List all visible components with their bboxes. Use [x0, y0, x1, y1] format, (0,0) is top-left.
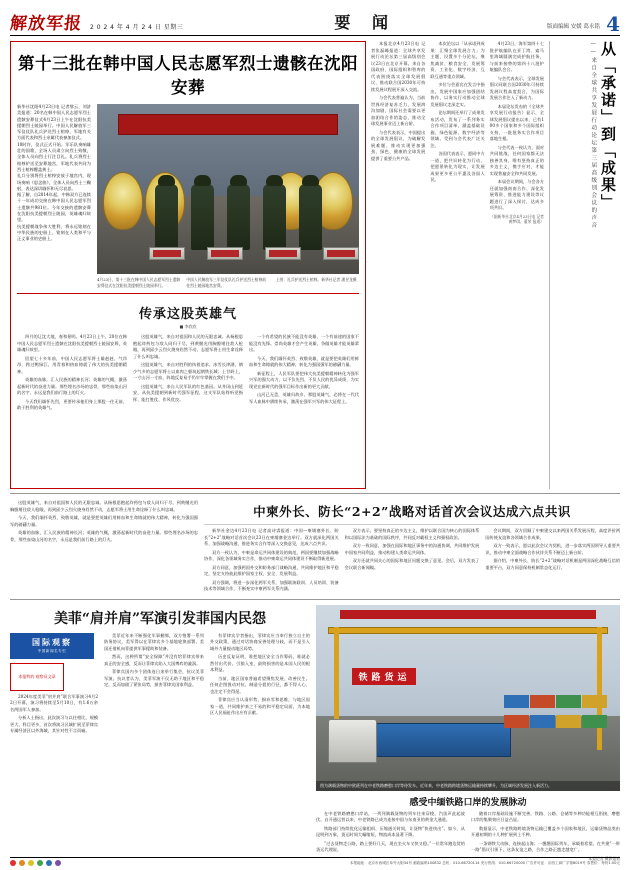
honor-guard-figure: [263, 184, 286, 250]
lead-story-box: [10, 41, 366, 489]
honor-guard-figure: [299, 184, 322, 250]
railway-para: 铁路部门持续优化运输组织，压缩通关时间，让货物“快进快出”。如今，从昆明到万象，货运时间大幅缩短，物流成本显著下降。: [316, 825, 465, 837]
feature-para: 英雄的血脉，汇入民族的精神长河；英雄的气概，激荡起新时代的奋进力量。那些埋名沙场的忠骨，那些血染山河的名字，永远是我们前行路上的灯火。: [17, 377, 127, 396]
registration-dot: [55, 860, 61, 866]
lead-paragraph-1: 礼兵分别将烈士棺椁安放于地宫内，现场奏响《思念曲》，全体人员向烈士三鞠躬，表达深切缅怀和无尽哀思。: [17, 173, 91, 191]
container-icon: [530, 695, 555, 708]
rail-para: 本届会议期间，与会各方还就加强南南合作、深化发展筹资、推进能力建设等议题进行了深入探讨，达成多项共识。: [489, 179, 544, 210]
registration-dot: [10, 860, 16, 866]
mid-column-2: [345, 528, 480, 595]
lead-text-column: [17, 104, 91, 288]
gantry-crane-icon: [328, 627, 608, 634]
mid-para: 双方强调，将进一步深化两军关系，加强联演联训、人员培训、装备技术等领域合作，不断充实中柬两军关系内涵。: [204, 579, 339, 591]
lead-dateline: 新华社沈阳4月23日电 记者黎云、刘济美报道：20名在韩中国人民志愿军烈士遗骸安葬仪式4月23日上午在沈阳抗美援朝烈士陵园举行。中国人民解放军三军仪仗队礼兵护送烈士棺椁，军地有关方面代表和烈士亲属代表参加仪式。: [17, 104, 91, 141]
feature-headline: 传承这股英雄气: [138, 307, 237, 323]
section-divider: [17, 293, 359, 294]
container-stack: [504, 695, 607, 735]
lead-photo-column: [97, 104, 359, 288]
rail-source: （据新华社北京4月23日电 记者黄梦琪、董荣 报道）: [489, 213, 544, 225]
container-icon: [504, 715, 529, 728]
feature-para: 今天，我们缅怀英烈、致敬英雄，就是要把英雄们用鲜血和生命铸就的伟大精神，转化为强国强军的磅礴力量。: [249, 355, 359, 368]
container-icon: [582, 715, 607, 728]
container-icon: [530, 715, 555, 728]
section-title: 要 闻: [334, 13, 396, 32]
railway-para: 数据显示，中老铁路跨境货物运输已覆盖多个国家和地区，运输货物品类由开通初期的十几种扩展到上千种。: [471, 825, 620, 837]
horizontal-rule: [10, 599, 620, 600]
page-editor: 版面编辑 安媛 葛永铭: [547, 24, 601, 30]
publication-date: 2 0 2 4 年 4 月 2 4 日 星期三: [90, 24, 184, 31]
registration-dot: [46, 860, 52, 866]
feature-para: 这股英雄气，来自人民军队的红色基因。从井冈山到延安，从抗美援朝到新时代强军征程，这支军队始终听党指挥、能打胜仗、作风优良。: [133, 383, 243, 402]
rail-para: 多位与会嘉宾在发言中指出，发展中国家应加强团结协作，以务实行动推动全球发展倡议走深走实。: [430, 82, 485, 107]
rail-para: 与会代表一致认为，面对共同挑战，任何国家都无法独善其身，唯有坚持真正的多边主义，携手应对，才能实现普遍安全和共同发展。: [489, 144, 544, 176]
container-icon: [556, 695, 581, 708]
rail-column-3: [490, 41, 544, 489]
mid-divider: [204, 524, 620, 525]
casket-icon: [265, 247, 301, 260]
mid-para: 据介绍，中柬外长、防长“2+2”战略对话机制是两国深化战略互信的重要平台，双方同意保持机制常态化运行。: [485, 558, 621, 570]
wreath-icon: [103, 172, 143, 230]
railway-para: 在中老铁路磨憨口岸站，一列列满载货物的列车往来穿梭，汽笛声此起彼伏。自开通运营以来，中老铁路已成为连接中国与东南亚的黄金大通道。: [316, 810, 465, 822]
vertical-headline-box: [549, 41, 617, 489]
middle-section: [10, 500, 620, 595]
observer-column-3: [210, 633, 310, 737]
ceremony-photo: [97, 104, 359, 274]
filler-para: 英雄的血脉，汇入民族的精神长河；英雄的气概，激荡起新时代的奋进力量。那些埋名沙场的忠骨，那些血染山河的名字，永远是我们前行路上的灯火。: [10, 530, 198, 542]
rail-para: 与会代表普遍认为，当前世界经济复苏乏力，发展鸿沟加剧，国际社会需要以更加团结合作的姿态，推动全球发展事业迈上新台阶。: [371, 95, 426, 126]
railway-column-2: [471, 811, 620, 862]
rail-para: 4月23日，海军第四十七批护航编队在亚丁湾、索马里海域圆满完成护航任务，与前来接替的第四十八批护航编队会合。: [489, 41, 544, 72]
railway-photo-story: [316, 605, 620, 862]
observer-column-2: [104, 633, 204, 737]
filler-column: [10, 500, 198, 543]
container-icon: [582, 695, 607, 708]
vertical-subhead: ——来自全球共享发展行动论坛第三届高级别会议的声音: [590, 41, 597, 230]
mid-para: 会议期间，双方回顾了中柬建交以来两国关系发展历程，高度评价两国传统友谊和各领域合作成果。: [485, 528, 621, 540]
observer-para: 分析人士指出，此次演习与以往相比，规模更大、科目更多，首次将演习区域扩展至菲律宾专属经济区以外海域，其针对性不言而喻。: [10, 715, 98, 733]
rail-para: 与会代表表示，全球发展倡议同联合国2030年可持续发展议程高度契合，为国际发展合作注入了新动力。: [489, 75, 544, 100]
rail-para: 本次论坛以「从承诺到成果：汇聚全球发展合力」为主题，设置多个分论坛，聚焦减贫、粮食安全、发展筹资、工业化、数字经济、互联互通等重点领域。: [430, 41, 485, 79]
feature-para: 新征程上，人民军队要把伟大抗美援朝精神转化为强军兴军的强大动力，以不负先烈、不负人民的优异成绩，为实现党在新时代的强军目标作出新的更大贡献。: [249, 370, 359, 389]
container-icon: [556, 715, 581, 728]
registration-dot: [37, 860, 43, 866]
column-badge: [10, 633, 94, 659]
feature-column-3: [249, 334, 359, 414]
railway-para: “过去货物走公路，路上要好几天，现在坐火车又快又稳。”一位常年跑边贸的货运代理说。: [316, 840, 465, 852]
badge-subtitle: 中国新闻名专栏: [37, 649, 67, 653]
photo-caption-right: 上图：礼兵护送烈士棺椁。新华社记者 潘昱龙摄: [275, 277, 357, 282]
badge-title: 国际观察: [32, 637, 72, 647]
railway-para: 随着口岸基础设施不断完善，铁路、公路、仓储等多种功能相互衔接，磨憨口岸的集聚效应日益凸显。: [471, 810, 620, 822]
photo-caption-mid: 中国人民解放军三军仪仗队礼兵护送烈士棺椁前往烈士陵园地宫安葬。: [186, 277, 267, 288]
locomotive-icon: [328, 719, 377, 763]
lead-headline: 第十三批在韩中国人民志愿军烈士遗骸在沈阳安葬: [18, 54, 358, 97]
footer-imprint: 本报地址：北京市西城区阜外大街34号 邮政编码100832 总机：010-66720114 发行热线：010-66720000 广告许可证：京西工商广字第8019号 零售价：每份1.00元: [349, 860, 620, 865]
feature-para: 这股英雄气，来自对祖国和人民的无限忠诚。从杨根思抱起炸药包与敌人同归于尽，到黄继光用胸膛堵住敌人枪眼，再到邱少云烈火烧身岿然不动，志愿军将士用生命诠释了什么叫忠诚。: [133, 334, 243, 359]
observer-body: [10, 633, 310, 737]
observer-headline: 美菲“肩并肩”军演引发菲国内民怨: [53, 610, 267, 627]
lead-paragraph-3: 抗美援朝战争伟大胜利，将永远铭刻在中华民族的史册上、铭刻在人类和平与正义事业的史册上。: [17, 223, 91, 242]
casket-icon: [323, 247, 359, 260]
color-registration-dots: [10, 860, 61, 866]
page-footer: [10, 857, 620, 866]
mid-para: 双方一致认为，中柬是命运共同体建设的典范，两国要继续加强战略协作，深化各领域务实合作，推动中柬命运共同体建设不断取得新进展。: [204, 549, 339, 561]
top-section: [10, 41, 620, 489]
observer-para: 历史反复证明，谁把地区安全当作筹码，谁就必然付出代价。引狼入室，最终损害的是本国人民的根本利益。: [210, 654, 310, 672]
rail-para: 与会代表表示，中国提出的全球发展倡议，为破解发展难题、推动实现更加强劲、绿色、健康的全球发展提供了重要公共产品。: [371, 129, 426, 161]
honor-guard-figure: [155, 184, 178, 250]
vertical-headline: 从「承诺」到「成果」: [599, 41, 617, 211]
mid-column-3: [485, 528, 620, 595]
mid-dateline: 新华社金边4月23日电 记者高诗睿报道：中国—柬埔寨外长、防长“2+2”战略对话首次会议23日在柬埔寨金边举行。双方就深化两国关系、加强战略沟通、推进务实合作等深入交换意见，达成六点共识。: [204, 528, 339, 546]
railway-photo: [316, 605, 620, 791]
mid-para: 双方表示，要坚持真正的多边主义，维护以联合国为核心的国际体系和以国际法为基础的国际秩序，共同反对霸权主义和强权政治。: [344, 528, 480, 540]
casket-icon: [207, 247, 243, 260]
top-right-rail: [371, 41, 617, 489]
newspaper-logo: 解放军报: [9, 14, 84, 34]
observer-para: 菲律宾国内多个团体连日来举行集会，抗议美菲军演。抗议者认为，美菲军演不仅无助于地区和平稳定，反而加剧了紧张局势，损害菲律宾国家利益。: [104, 669, 204, 687]
observer-para: 2024年度美菲“肩并肩”联合军事演习4月22日开幕，演习将持续至5月10日，有1.6万余名两国军人参加。: [10, 693, 98, 712]
feature-column-2: [133, 334, 243, 414]
masthead-right: [547, 12, 620, 36]
feature-para: 四月的辽沈大地，春和景明。4月23日上午，20位在韩中国人民志愿军烈士遗骸在沈阳抗美援朝烈士陵园安葬，英雄魂归故里。: [17, 334, 127, 353]
feature-column-1: [17, 334, 127, 414]
registration-dot: [28, 860, 34, 866]
mid-columns: [204, 528, 620, 595]
railway-photo-caption: 图为满载货物的中欧班列在中老铁路磨憨口岸等待发车。近年来，中老铁路跨境货物运输量持续攀升，为区域经济发展注入新活力。: [316, 781, 620, 791]
rail-para: 论坛期间还举行了成果发布活动，发布了一系列务实合作项目清单，涵盖基础设施、绿色能源、数字经济等领域，受到与会代表广泛关注。: [430, 110, 485, 148]
filler-para: 这股英雄气，来自对祖国和人民的无限忠诚。从杨根思抱起炸药包与敌人同归于尽，到黄继光用胸膛堵住敌人枪眼，再到邱少云烈火烧身岿然不动，志愿军将士用生命诠释了什么叫忠诚。: [10, 500, 198, 512]
registration-dot: [19, 860, 25, 866]
rail-column-1: [371, 41, 425, 489]
rail-text-columns: [371, 41, 544, 489]
mid-para: 双方一致表示，愿以此次会议为契机，进一步落实两国领导人重要共识，推动中柬全面战略合作伙伴关系不断迈上新台阶。: [485, 543, 621, 555]
lead-paragraph-0: 10时许，仪式正式开始。军乐队奏响雄壮的国歌，全场人员肃立向烈士致敬，全体人员向烈士行注目礼。礼兵将烈士棺椁护送至安葬地宫，军地代表共同为烈士棺椁覆盖黄土。: [17, 141, 91, 172]
observer-story: [10, 605, 310, 862]
observer-stamp: 本报特约 观察员文章: [10, 663, 64, 691]
filler-para: 今天，我们缅怀英烈、致敬英雄，就是要把英雄们用鲜血和生命铸就的伟大精神，转化为强国强军的磅礴力量。: [10, 515, 198, 527]
lead-body: [17, 104, 359, 288]
observer-para: 然而，这种所谓“安全保障”并没有给菲律宾带来真正的安全感，反而让菲律宾陷入大国博弈的漩涡。: [104, 654, 204, 666]
masthead: [10, 6, 620, 36]
photo-captions: [97, 274, 359, 288]
middle-right-story: [204, 500, 620, 595]
observer-para: 美菲近年来不断强化军事捆绑，双方签署一系列防务协议，美军得以在菲律宾多个基地轮换部署，美国还借机向菲提供军事援助和装备。: [104, 632, 204, 651]
honor-guard-figure: [191, 184, 214, 250]
masthead-left: [10, 16, 183, 33]
mid-headline: 中柬外长、防长“2+2”战略对话首次会议达成六点共识: [253, 504, 571, 519]
observer-para: 有菲律宾学者指出，菲律宾应当奉行独立自主的外交政策，通过对话协商妥善处理分歧，而不是引入域外力量搅动地区局势。: [210, 632, 310, 651]
feature-columns: [17, 334, 359, 414]
photo-caption-left: 4月23日，第十三批在韩中国人民志愿军烈士遗骸安葬仪式在沈阳抗美援朝烈士陵园举行。: [97, 277, 181, 288]
middle-left-filler: [10, 500, 198, 595]
feature-para: 这股英雄气，来自对胜利的执着追求。冰雪长津湖，钢少气多的志愿军将士以血肉之躯筑起钢铁长城；上甘岭上，一寸山河一寸血，阵地反复易手仍牢牢掌握在我们手中。: [133, 362, 243, 381]
railway-credit: 本报记者 摄影报道: [588, 855, 620, 861]
lead-paragraph-2: 据了解，自2014年起，中韩双方已连续十一年成功交接在韩中国人民志愿军烈士遗骸共981位。今年交接的遗骸安葬在沈阳抗美援朝烈士陵园，英雄魂归故里。: [17, 192, 91, 223]
feature-para: 今天我们缅怀先烈，更要传承他们身上那股一往无前、敢于胜利的英雄气。: [17, 398, 127, 411]
photo-red-banner: [118, 114, 338, 134]
mid-para: 双方还就共同关心的国际和地区问题交换了意见。会后，双方发表了会议联合新闻稿。: [344, 558, 480, 570]
mid-column-1: [204, 528, 339, 595]
observer-column-1: [10, 694, 98, 735]
rail-para: 本报北京4月23日电 记者张磊峰报道：全球共享发展行动论坛第三届高级别会议23日在北京开幕。来自各国政府、国际组织和智库的代表围绕落实全球发展倡议、推动联合国2030年可持续发展议程展开深入交流。: [371, 41, 426, 92]
rail-para: 各国代表表示，愿同中方一道，把共识转化为行动，把愿景转化为现实，让发展成果更多更公平惠及各国人民。: [430, 151, 485, 182]
railway-column-1: [316, 811, 465, 862]
rail-column-2: [430, 41, 484, 489]
bottom-section: [10, 605, 620, 862]
observer-para: 当前，地区国家普遍希望聚焦发展、改善民生。任何企图挑动对抗、制造分裂的行径，都不得人心，也注定不会得逞。: [210, 675, 310, 694]
feature-para: 一个有希望的民族不能没有英雄，一个有前途的国家不能没有先锋。崇尚英雄才会产生英雄，争做英雄才能英雄辈出。: [249, 334, 359, 353]
horizontal-rule: [10, 493, 620, 494]
photo-overlay-text: 铁路货运: [352, 668, 416, 685]
mid-para: 双方一致同意，加强在国际和地区事务中的沟通协调，共同维护发展中国家共同利益，推动构建人类命运共同体。: [344, 543, 480, 555]
feature-para: 回望七十多年前，中国人民志愿军将士雄赳赳、气昂昂，跨过鸭绿江，用青春和热血铸就了伟大的抗美援朝精神。: [17, 355, 127, 374]
rail-para: 本届论坛发布的《全球共享发展行动报告》显示，全球发展倡议提出以来，已有100多个国家和多个国际组织支持，一批批务实合作项目落地生根。: [489, 103, 544, 141]
railway-columns: [316, 811, 620, 862]
casket-icon: [149, 247, 185, 260]
mid-para: 双方同意，加强两国外交和防务部门战略沟通，共同维护地区和平稳定，坚定支持彼此维护国家主权、安全、发展利益。: [204, 564, 339, 576]
photo-banner: [340, 610, 595, 619]
page-number: 4: [606, 12, 620, 36]
feature-byline: ■ 李欣欣: [179, 324, 197, 330]
observer-para: 菲律宾应当认清形势，摒弃零和思维，与地区国家一道，共同维护来之不易的和平稳定局面，为本地区人民福祉作出应有贡献。: [210, 697, 310, 715]
feature-para: 山河已无恙，英雄归故乡。那股英雄气，必将在一代代军人血脉中赓续传承，激荡在强军兴军的伟大征程上。: [249, 392, 359, 404]
container-icon: [504, 695, 529, 708]
railway-para: 一条钢铁大动脉，连接起山海；一趟趟国际列车，承载着希望。在共建“一带一路”倡议引领下，这条友谊之路、合作之路正越走越宽广。: [471, 840, 620, 852]
honor-guard-figure: [227, 184, 250, 250]
observer-badge-column: [10, 633, 98, 737]
railway-strap: 感受中缅铁路口岸的发展脉动: [409, 797, 527, 808]
